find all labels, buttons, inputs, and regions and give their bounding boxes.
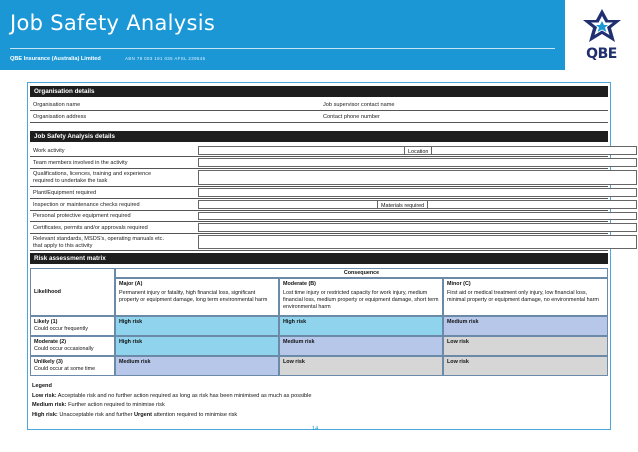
moderate-row-header	[30, 336, 115, 356]
standards-field[interactable]	[198, 235, 637, 249]
legend-high-label: High risk:	[32, 411, 58, 418]
section-header-matrix: Risk assessment matrix	[30, 253, 608, 264]
inspection-label: Inspection or maintenance checks required	[33, 202, 140, 208]
page-title: Job Safety Analysis	[10, 11, 216, 35]
likelihood-label: Likelihood	[34, 289, 61, 295]
org-row-name	[30, 99, 608, 111]
work-activity-field[interactable]	[198, 146, 637, 155]
risk-cell: High risk	[279, 316, 443, 336]
minor-header	[443, 278, 608, 316]
legend-medium-text: Further action required to minimise risk	[66, 402, 165, 409]
plant-label: Plant/Equipment required	[33, 190, 97, 196]
legend-high-text-end: attention required to minimise risk	[152, 411, 238, 418]
legend-low-text: Acceptable risk and no further action required as long as risk has been minimised as much as possible	[56, 392, 312, 399]
legend-high-text: Unacceptable risk and further	[57, 411, 134, 418]
legend-low	[32, 392, 592, 402]
company-name: QBE Insurance (Australia) Limited	[10, 56, 101, 62]
likely-row-header	[30, 316, 115, 336]
work-activity-label: Work activity	[33, 148, 65, 154]
likelihood-header	[30, 268, 115, 316]
materials-label: Materials required	[377, 201, 428, 208]
legend-medium-label: Medium risk:	[32, 402, 67, 409]
header-banner	[0, 0, 638, 70]
likely-title: Likely (1)	[34, 319, 58, 325]
risk-cell: Medium risk	[115, 356, 279, 376]
moderate-likelihood-desc: Could occur occasionally	[34, 346, 94, 352]
major-title: Major (A)	[119, 281, 143, 287]
certificates-field[interactable]	[198, 223, 637, 232]
moderate-likelihood-title: Moderate (2)	[34, 339, 67, 345]
consequence-header: Consequence	[115, 268, 608, 278]
section-header-jsa: Job Safety Analysis details	[30, 131, 608, 142]
supervisor-label: Job supervisor contact name	[323, 102, 395, 108]
org-row-address	[30, 111, 608, 123]
jsa-row-ppe	[30, 211, 608, 222]
legend-high	[32, 411, 592, 421]
jsa-row-certificates	[30, 222, 608, 234]
unlikely-desc: Could occur at some time	[34, 366, 96, 372]
jsa-row-inspection	[30, 199, 608, 211]
jsa-row-standards	[30, 234, 608, 251]
likely-desc: Could occur frequently	[34, 326, 88, 332]
logo-wordmark: QBE	[586, 46, 617, 62]
moderate-title: Moderate (B)	[283, 281, 316, 287]
minor-title: Minor (C)	[447, 281, 471, 287]
jsa-row-team	[30, 157, 608, 169]
unlikely-title: Unlikely (3)	[34, 359, 63, 365]
legend-medium	[32, 401, 592, 411]
risk-cell: Low risk	[443, 336, 608, 356]
org-name-label: Organisation name	[33, 102, 81, 108]
major-desc: Permanent injury or fatality, high financial loss, significant property or equipment damage, long term environmental harm	[119, 290, 268, 303]
section-header-organisation: Organisation details	[30, 86, 608, 97]
legend-low-label: Low risk:	[32, 392, 57, 399]
organisation-grid	[30, 99, 608, 123]
risk-cell: Low risk	[279, 356, 443, 376]
legend	[32, 382, 592, 420]
minor-desc: First aid or medical treatment only injury, low financial loss, minimal property or equipment damage, no environmental harm	[447, 290, 599, 303]
header-divider	[10, 48, 555, 49]
qualifications-label: Qualifications, licences, training and experience required to undertake the task	[33, 171, 152, 184]
moderate-desc: Lost time injury or restricted capacity for work injury, medium financial loss, medium property or equipment damage, short term environmental harm	[283, 290, 439, 310]
team-members-label: Team members involved in the activity	[33, 160, 128, 166]
legend-urgent: Urgent	[134, 411, 153, 418]
risk-cell: High risk	[115, 336, 279, 356]
plant-field[interactable]	[198, 188, 637, 197]
org-address-label: Organisation address	[33, 114, 87, 120]
certificates-label: Certificates, permits and/or approvals required	[33, 225, 148, 231]
ppe-label: Personal protective equipment required	[33, 213, 131, 219]
risk-cell: Medium risk	[279, 336, 443, 356]
team-members-field[interactable]	[198, 158, 637, 167]
qbe-star-logo-icon	[582, 8, 622, 44]
risk-matrix	[30, 268, 608, 376]
qualifications-field[interactable]	[198, 170, 637, 185]
standards-label: Relevant standards, MSDS's, operating manuals etc. that apply to this activity	[33, 236, 165, 249]
major-header	[115, 278, 279, 316]
jsa-row-plant	[30, 187, 608, 199]
company-abn: ABN 78 003 191 035 AFSL 239545	[125, 56, 206, 61]
qbe-logo	[565, 0, 638, 70]
page-number: 14	[312, 426, 319, 432]
moderate-header	[279, 278, 443, 316]
jsa-row-work-activity	[30, 145, 608, 157]
unlikely-row-header	[30, 356, 115, 376]
legend-title: Legend	[32, 383, 52, 389]
risk-cell: High risk	[115, 316, 279, 336]
inspection-field[interactable]	[198, 200, 637, 209]
ppe-field[interactable]	[198, 212, 637, 220]
location-label: Location	[404, 147, 432, 154]
jsa-row-qualifications	[30, 169, 608, 187]
risk-cell: Low risk	[443, 356, 608, 376]
risk-cell: Medium risk	[443, 316, 608, 336]
phone-label: Contact phone number	[323, 114, 380, 120]
